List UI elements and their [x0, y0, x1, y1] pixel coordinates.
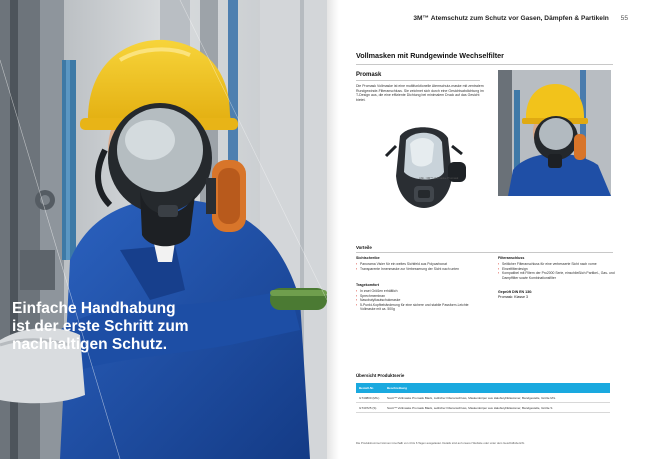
- list-item: › Panorama Visier für ein weites Sichtfeld aus Polycarbonat: [356, 262, 484, 267]
- table-row: [356, 393, 610, 403]
- list-item: › Kompatibel mit Filtern der Pro2000 Serie, einschließlich Partikel-, Gas- und Dampffilter sowie Kombinationsfilter: [498, 271, 618, 280]
- headline-line-1: Einfache Handhabung: [12, 300, 176, 317]
- footnote: Die Produktnummer können innerhalb von 4 bis 6 Tagen ausgelastet. Details sind auf unserer Website oder unter dem Geschäftsbericht.: [356, 441, 525, 445]
- certification-label: Geprüft DIN EN 136:: [498, 290, 533, 294]
- feature-comfort-title: Tragekomfort: [356, 283, 379, 287]
- product-divider: [356, 80, 480, 81]
- worker-thumbnail-photo: [498, 70, 611, 196]
- product-description: Die Promask Vollmaske ist eine multifunktionelle Atemschutz-maske mit zentralem Rundgewinde-Filteranschluss. Sie zeichnet sich durch eine Gesichtsabdichtung im T-Design aus, die eine effiziente Dichtung bei minimalem Druck auf das Gesicht bietet.: [356, 84, 484, 102]
- headline-line-3: nachhaltigen Schutz.: [12, 336, 168, 353]
- feature-comfort-list: [356, 289, 484, 312]
- overview-title: Übersicht Produktserie: [356, 373, 405, 378]
- page-number: 55: [620, 15, 628, 22]
- image-caption: Abb.: 3M™ Vollmaske Promask: [419, 176, 459, 180]
- table-cell: Scott™ Vollmaske Promask Black, seitlicher Filteranschluss, Maskenkörper aus Halobutyl/Elastomer, Bandgestelle, Größe S: [384, 403, 610, 413]
- feature-sight-list: [356, 262, 484, 271]
- section-divider: [356, 64, 613, 65]
- advantages-title: Vorteile: [356, 245, 372, 250]
- certification: [498, 290, 532, 299]
- certification-value: Promask: Klasse 3: [498, 294, 528, 299]
- table-cell: GT40725 (S): [356, 403, 384, 413]
- list-item: › In zwei Größen erhältlich: [356, 289, 484, 294]
- table-header-row: [356, 383, 610, 393]
- list-item: › Seitlicher Filteranschluss für eine verbesserte Sicht nach vorne: [498, 262, 618, 267]
- table-cell: Scott™ Vollmaske Promask Black, zeitlicher Filteranschluss, Maskenkörper aus Halobutyl/Elastomer, Bandgestelle, Größe M/L: [384, 393, 610, 403]
- worker-thumbnail-image: [498, 70, 611, 196]
- list-item: › 5-Punkt-Kopfbebänderung für eine sichere und stabile Passform-Leichte Vollmaske mit ca. 500g: [356, 303, 484, 312]
- left-page-headline: [12, 300, 242, 354]
- feature-filter-list: [498, 262, 618, 280]
- advantages-divider: [356, 252, 613, 253]
- table-cell: GT40800 (M/L): [356, 393, 384, 403]
- feature-sight-title: Sichtschreibe: [356, 256, 380, 260]
- list-item: › Sprechmembran: [356, 294, 484, 299]
- product-table: [356, 383, 610, 413]
- list-item: › Nasobutylkautschukmaske: [356, 298, 484, 303]
- list-item: › Transparente Innenmaske zur Verbesserung der Sicht nach unten: [356, 267, 484, 272]
- headline-line-2: ist der erste Schritt zum: [12, 318, 189, 335]
- list-item: › Einzelfilterdesign: [498, 267, 618, 272]
- right-page: [327, 0, 650, 459]
- table-row: [356, 403, 610, 413]
- feature-filter-title: Filteranschluss: [498, 256, 525, 260]
- running-head-title: 3M™ Atemschutz zum Schutz vor Gasen, Dämpfen & Partikeln: [413, 15, 609, 22]
- running-head: [327, 15, 628, 22]
- table-header-cell: Beschreibung: [384, 383, 610, 393]
- promask-product-image: [356, 116, 484, 226]
- section-title: Vollmasken mit Rundgewinde Wechselfilter: [356, 51, 504, 60]
- table-header-cell: Bestell-Nr.: [356, 383, 384, 393]
- product-name: Promask: [356, 72, 382, 78]
